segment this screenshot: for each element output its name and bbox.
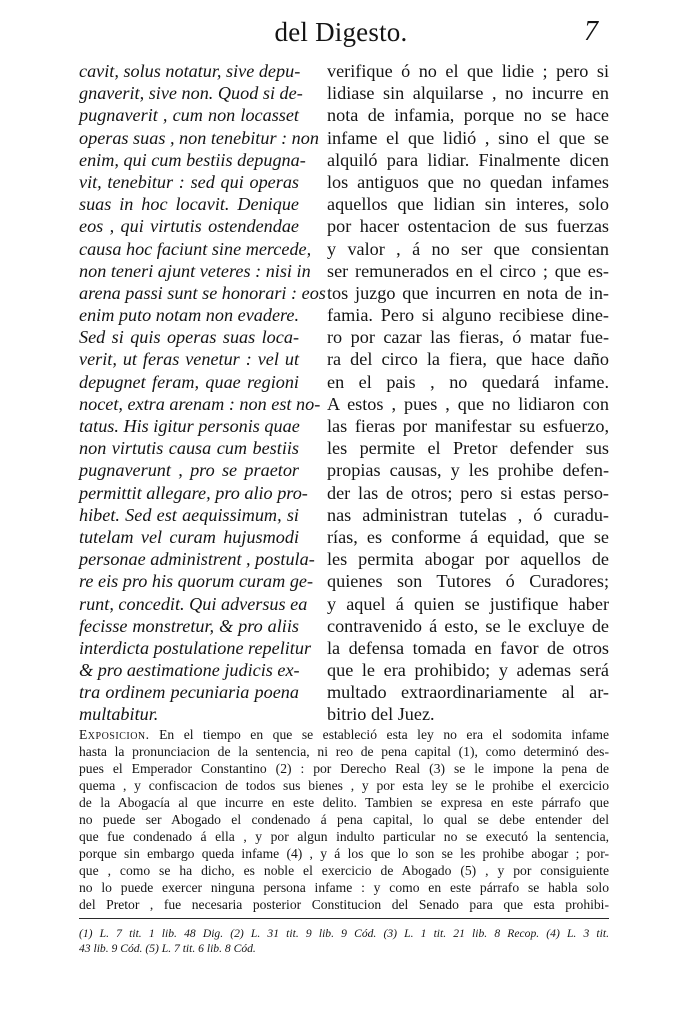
spanish-line: que le era prohibido; y ademas será xyxy=(327,660,609,681)
spanish-line: lidiase sin alquilarse , no incurre en xyxy=(327,83,609,104)
exposicion-line: de la Abogacía al que incurre en este delito. Tambien se expresa en este párrafo que xyxy=(79,795,609,810)
spanish-line: por hacer ostentacion de sus fuerzas xyxy=(327,216,609,237)
latin-line: re eis pro his quorum curam ge- xyxy=(79,571,314,592)
footnote-line: 43 lib. 9 Cód. (5) L. 7 tit. 6 lib. 8 Cód. xyxy=(79,942,256,955)
footnote-divider xyxy=(79,918,609,919)
footnotes xyxy=(79,926,609,956)
latin-line: non teneri ajunt veteres : nisi in xyxy=(79,260,311,281)
latin-line: tatus. His igitur personis quae xyxy=(79,416,300,436)
spanish-line: bitrio del Juez. xyxy=(327,704,435,725)
latin-column xyxy=(79,60,326,726)
latin-line: tutelam vel curam hujusmodi xyxy=(79,526,299,547)
latin-line: non virtutis causa cum bestiis xyxy=(79,438,299,459)
latin-line: suas in hoc locavit. Denique xyxy=(79,194,299,215)
exposicion-line: porque sin embargo queda infame (4) , y á los que lo son se les prohibe abogar ; por- xyxy=(79,846,609,861)
spanish-line: ra del circo la fiera, que hace daño xyxy=(327,349,609,370)
exposicion-label: Exposicion. xyxy=(79,727,150,742)
exposicion-line: pues el Emperador Constantino (2) : por Derecho Real (3) se le impone la pena de xyxy=(79,761,609,776)
spanish-line: y aquel á quien se justifique haber xyxy=(327,593,609,614)
spanish-line: famia. Pero si alguno recibiese dine- xyxy=(327,305,609,326)
latin-line: hibet. Sed est aequissimum, si xyxy=(79,504,299,525)
latin-line: nocet, extra arenam : non est no- xyxy=(79,393,321,414)
exposicion-first-text: En el tiempo en que se estableció esta ley no era el sodomita infame xyxy=(159,727,609,742)
spanish-line: ro por cazar las fieras, ó matar fue- xyxy=(327,327,609,348)
exposicion-line: quema , y confiscacion de todos sus bienes , y por esta ley se le prohibe el exercicio xyxy=(79,778,609,793)
exposicion-line: que , como se ha dicho, es noble el exercicio de Abogado (5) , y por consiguiente xyxy=(79,863,609,878)
spanish-line: y valor , á no ser que consientan xyxy=(327,238,609,259)
footnote-line: (1) L. 7 tit. 1 lib. 48 Dig. (2) L. 31 tit. 9 lib. 9 Cód. (3) L. 1 tit. 21 lib. 8 Recop. (4) L. 3 tit. xyxy=(79,927,609,940)
exposicion-line: no puede ser Abogado el condenado á pena capital, lo qual se debe entender del xyxy=(79,812,609,827)
latin-line: & pro aestimatione judicis ex- xyxy=(79,660,300,681)
spanish-line: nota de infamia, porque no se hace xyxy=(327,105,609,126)
page-header xyxy=(0,14,682,50)
spanish-line: las fieras por manifestar su esfuerzo, xyxy=(327,416,609,436)
spanish-line: alquiló para lidiar. Finalmente dicen xyxy=(327,149,609,170)
spanish-line: nas administran tutelas , ó curadu- xyxy=(327,504,609,525)
spanish-line: infame el que lidió , sino el que se xyxy=(327,127,609,148)
spanish-line: los antiguos que no quedan infames xyxy=(327,171,609,192)
spanish-line: A estos , pues , que no lidiaron con xyxy=(327,393,609,414)
latin-line: permittit allegare, pro alio pro- xyxy=(79,482,308,503)
spanish-line: en el pais , no quedará infame. xyxy=(327,371,609,392)
spanish-line: quienes son Tutores ó Curadores; xyxy=(327,571,609,592)
latin-line: eos , qui virtutis ostendendae xyxy=(79,216,299,237)
latin-line: cavit, solus notatur, sive depu- xyxy=(79,61,301,81)
spanish-line: multado extraordinariamente al ar- xyxy=(327,682,609,703)
spanish-line: rías, es conforme á equidad, que se xyxy=(327,526,609,547)
latin-line: operas suas , non tenebitur : non xyxy=(79,127,319,148)
spanish-line: les permite el Pretor defender sus xyxy=(327,438,609,459)
latin-line: depugnet feram, quae regioni xyxy=(79,371,299,392)
latin-line: multabitur. xyxy=(79,704,159,725)
spanish-line: la defensa tomada en favor de otros xyxy=(327,637,609,658)
running-head: del Digesto. xyxy=(274,17,408,47)
latin-line: Sed si quis operas suas loca- xyxy=(79,327,299,348)
spanish-line: propias causas, y les prohibe defen- xyxy=(327,460,609,481)
spanish-line: ser remunerados en el circo ; que es- xyxy=(327,260,609,281)
exposicion-line: que fue condenado á ella , y por algun indulto particular no se executó la sentencia, xyxy=(79,829,609,844)
exposicion-line: no lo puede exercer ninguna persona infame : y como en este párrafo se habla solo xyxy=(79,880,609,895)
latin-line: enim, qui cum bestiis depugna- xyxy=(79,149,306,170)
exposicion-first-line xyxy=(79,726,609,743)
latin-line: personae administrent , postula- xyxy=(79,549,315,570)
exposicion-line: del Pretor , fue necesaria posterior Constitucion del Senado para que esta prohibi- xyxy=(79,897,609,912)
latin-line: verit, ut feras venetur : vel ut xyxy=(79,349,299,370)
spanish-line: tos juzgo que incurren en nota de in- xyxy=(327,282,609,303)
latin-line: interdicta postulatione repelitur xyxy=(79,637,312,658)
spanish-line: les permita abogar por aquellos de xyxy=(327,549,609,570)
spanish-line: aquellos que lidian sin interes, solo xyxy=(327,194,609,215)
latin-line: tra ordinem pecuniaria poena xyxy=(79,682,299,703)
latin-line: arena passi sunt se honorari : eos xyxy=(79,282,326,303)
spanish-line: der las de otros; pero si estas perso- xyxy=(327,482,609,503)
latin-line: pugnaverunt , pro se praetor xyxy=(79,460,299,481)
exposicion-line: hasta la pronunciacion de la sentencia, ni reo de pena capital (1), como determinó des- xyxy=(79,744,609,759)
latin-line: pugnaverit , cum non locasset xyxy=(79,105,299,126)
latin-line: gnaverit, sive non. Quod si de- xyxy=(79,83,303,104)
page-number: 7 xyxy=(584,16,598,47)
spanish-line: contravenido á esto, se le excluye de xyxy=(327,615,609,636)
exposicion-commentary xyxy=(79,726,609,913)
spanish-line: verifique ó no el que lidie ; pero si xyxy=(327,61,609,81)
latin-line: enim puto notam non evadere. xyxy=(79,305,300,326)
latin-line: runt, concedit. Qui adversus ea xyxy=(79,593,308,614)
latin-line: fecisse monstretur, & pro aliis xyxy=(79,615,299,636)
latin-line: causa hoc faciunt sine mercede, xyxy=(79,238,312,259)
spanish-column xyxy=(327,60,609,726)
latin-line: vit, tenebitur : sed qui operas xyxy=(79,171,299,192)
